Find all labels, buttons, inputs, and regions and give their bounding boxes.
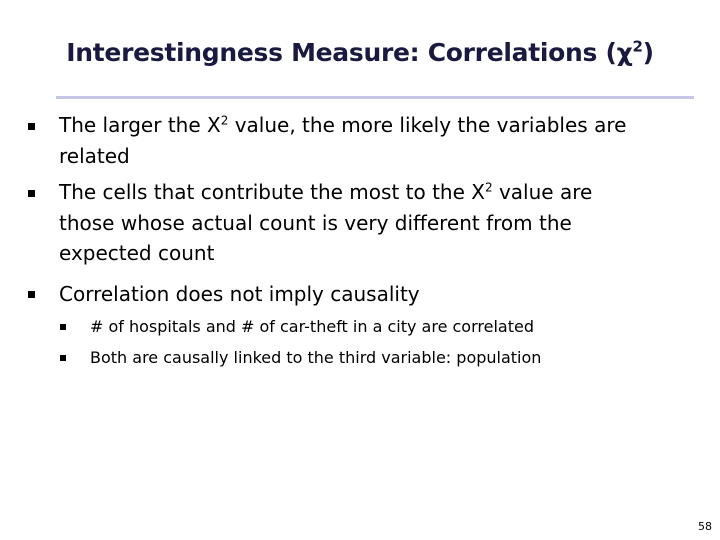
slide-title-main: Interestingness Measure: Correlations (χ [66, 38, 633, 67]
bullet-line [59, 208, 699, 239]
bullet-text: Correlation does not imply causality [59, 282, 420, 306]
sub-bullet-square-icon [60, 324, 66, 330]
bullet-text: value, the more likely the variables are [228, 113, 627, 137]
bullet-line [59, 141, 699, 172]
bullet-item-3 [59, 279, 699, 310]
bullet-superscript: 2 [220, 113, 229, 128]
slide-title-superscript: 2 [632, 37, 643, 56]
bullet-item-1 [59, 110, 699, 171]
bullet-text: those whose actual count is very different from the [59, 210, 572, 235]
slide-number: 58 [698, 520, 712, 533]
bullet-line [59, 238, 699, 269]
sub-bullet-item-2: Both are causally linked to the third variable: population [90, 348, 542, 367]
bullet-item-2 [59, 177, 699, 269]
slide-title [0, 38, 720, 67]
bullet-line [59, 177, 699, 208]
bullet-text: expected count [59, 241, 215, 265]
sub-bullet-square-icon [60, 355, 66, 361]
bullet-square-icon [28, 190, 35, 197]
bullet-text: The larger the Χ [59, 113, 221, 137]
slide-title-close: ) [642, 38, 654, 67]
bullet-square-icon [28, 291, 35, 298]
bullet-text: related [59, 143, 130, 168]
bullet-square-icon [28, 123, 35, 130]
title-divider [56, 96, 694, 99]
bullet-line [59, 279, 699, 310]
bullet-line [59, 110, 699, 141]
sub-bullet-item-1: # of hospitals and # of car-theft in a city are correlated [90, 317, 534, 336]
bullet-text: The cells that contribute the most to the Χ [59, 180, 485, 204]
bullet-text: value are [492, 180, 593, 204]
bullet-superscript: 2 [484, 180, 493, 195]
